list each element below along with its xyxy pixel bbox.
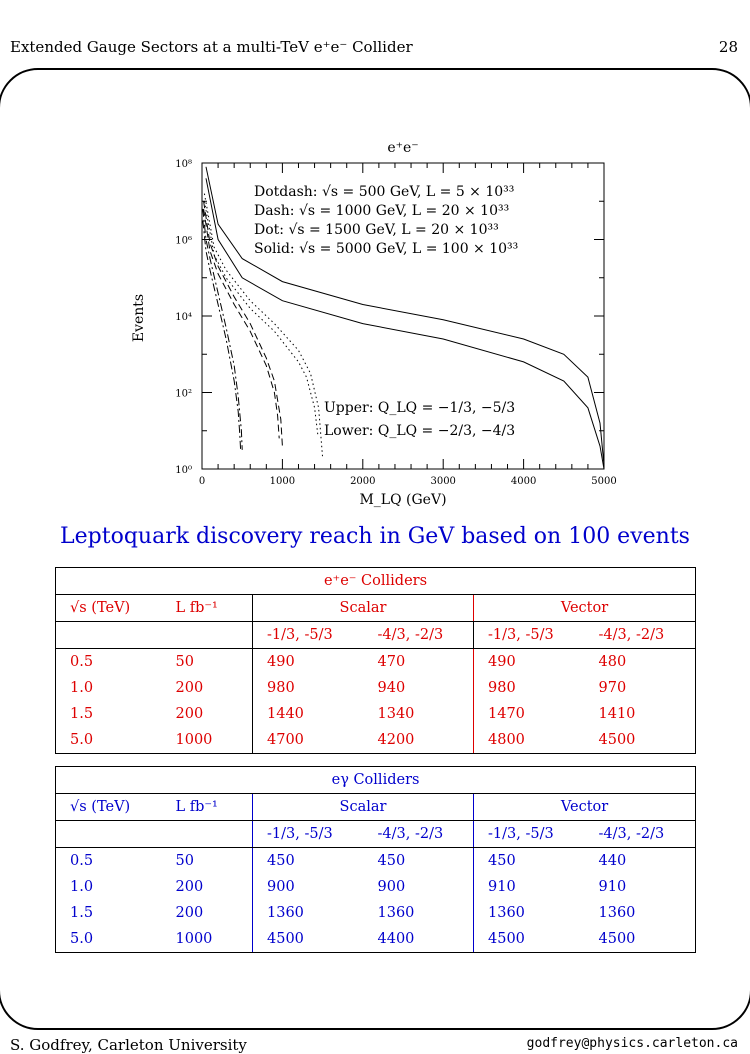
table-row: [56, 649, 696, 676]
cell: 1470: [474, 701, 585, 727]
table-row: [56, 874, 696, 900]
col-vector: Vector: [474, 595, 696, 622]
table-row: [56, 900, 696, 926]
blank-cell: [56, 622, 162, 649]
x-tick-label: 5000: [591, 476, 617, 487]
sub-header: -4/3, -2/3: [585, 821, 696, 848]
page-number: 28: [718, 38, 738, 56]
table-row: [56, 675, 696, 701]
annotation-lower: Lower: Q_LQ = −2/3, −4/3: [324, 423, 516, 439]
page-footer: [10, 1036, 738, 1054]
cell: 980: [474, 675, 585, 701]
legend-dotdash: Dotdash: √s = 500 GeV, L = 5 × 10³³: [254, 184, 515, 200]
cell: 440: [585, 848, 696, 875]
cell: 900: [253, 874, 364, 900]
col-luminosity: L fb⁻¹: [162, 794, 253, 821]
table-row: [56, 926, 696, 953]
cell: 4500: [585, 926, 696, 953]
x-tick-label: 0: [198, 476, 206, 487]
y-tick-label: 10⁰: [175, 465, 192, 476]
sub-header: -4/3, -2/3: [364, 821, 474, 848]
cell: 450: [377, 853, 406, 869]
table-row: [56, 848, 696, 875]
cell: 200: [175, 680, 204, 696]
cell: 50: [175, 654, 194, 670]
cell: 1.5: [56, 701, 162, 727]
cell: 1360: [474, 900, 585, 926]
cell: 490: [474, 649, 585, 676]
sub-header: -1/3, -5/3: [253, 622, 364, 649]
table-row: [56, 701, 696, 727]
table-heading: e⁺e⁻ Colliders: [56, 568, 696, 595]
annotation-upper: Upper: Q_LQ = −1/3, −5/3: [324, 400, 516, 416]
charge-annotation: [324, 400, 515, 439]
footer-email: godfrey@physics.carleton.ca: [526, 1036, 738, 1051]
cell: 480: [585, 649, 696, 676]
header-title: Extended Gauge Sectors at a multi-TeV e⁺e⁻ Collider: [10, 38, 413, 56]
ee-colliders-table: [55, 567, 696, 754]
cell: 910: [585, 874, 696, 900]
col-scalar: Scalar: [253, 794, 474, 821]
cell: 1000: [162, 926, 253, 953]
cell: 4500: [253, 926, 364, 953]
cell: 1340: [377, 706, 415, 722]
cell: 940: [377, 680, 406, 696]
curve-dotdash-lower: [203, 220, 241, 450]
x-tick-label: 1000: [269, 476, 296, 487]
events-chart: [0, 0, 750, 520]
cell: 50: [175, 853, 194, 869]
y-axis-label: Events: [131, 293, 147, 343]
x-tick-label: 3000: [430, 476, 456, 487]
sub-header: -1/3, -5/3: [253, 821, 364, 848]
col-sqrt-s: √s (TeV): [56, 794, 162, 821]
col-vector: Vector: [474, 794, 696, 821]
footer-author: S. Godfrey, Carleton University: [10, 1036, 247, 1054]
y-tick-label: 10²: [175, 388, 192, 400]
chart-title: e⁺e⁻: [387, 140, 419, 156]
blank-cell: [56, 821, 162, 848]
col-luminosity: L fb⁻¹: [162, 595, 253, 622]
cell: 200: [175, 879, 204, 895]
sub-header: -1/3, -5/3: [474, 821, 585, 848]
cell: 490: [253, 649, 364, 676]
table-row: [56, 727, 696, 754]
cell: 4700: [253, 727, 364, 754]
blank-cell: [162, 821, 253, 848]
cell: 0.5: [56, 848, 162, 875]
cell: 1360: [585, 900, 696, 926]
y-tick-label: 10⁸: [175, 159, 192, 170]
cell: 1440: [253, 701, 364, 727]
x-tick-label: 4000: [510, 476, 537, 487]
sub-header: -4/3, -2/3: [585, 622, 696, 649]
cell: 470: [377, 654, 406, 670]
cell: 0.5: [56, 649, 162, 676]
legend-dash: Dash: √s = 1000 GeV, L = 20 × 10³³: [254, 203, 510, 219]
cell: 1410: [585, 701, 696, 727]
cell: 1360: [377, 905, 415, 921]
y-tick-label: 10⁴: [175, 312, 192, 323]
cell: 5.0: [56, 926, 162, 953]
chart-legend: [254, 184, 518, 257]
x-tick-label: 2000: [350, 476, 376, 487]
cell: 200: [175, 706, 204, 722]
cell: 910: [474, 874, 585, 900]
table-heading: eγ Colliders: [56, 767, 696, 794]
y-tick-label: 10⁶: [175, 235, 192, 247]
col-scalar: Scalar: [253, 595, 474, 622]
cell: 5.0: [56, 727, 162, 754]
cell: 1.5: [56, 900, 162, 926]
col-sqrt-s: √s (TeV): [56, 595, 162, 622]
cell: 1.0: [56, 675, 162, 701]
cell: 1000: [162, 727, 253, 754]
cell: 4800: [474, 727, 585, 754]
sub-header: -1/3, -5/3: [474, 622, 585, 649]
cell: 900: [377, 879, 406, 895]
curve-dash-upper: [204, 201, 283, 446]
legend-dot: Dot: √s = 1500 GeV, L = 20 × 10³³: [254, 222, 499, 238]
cell: 1.0: [56, 874, 162, 900]
cell: 4200: [364, 727, 474, 754]
cell: 200: [175, 905, 204, 921]
x-axis-label: M_LQ (GeV): [359, 492, 447, 508]
cell: 980: [253, 675, 364, 701]
cell: 4500: [474, 926, 585, 953]
cell: 450: [253, 848, 364, 875]
cell: 4400: [364, 926, 474, 953]
legend-solid: Solid: √s = 5000 GeV, L = 100 × 10³³: [254, 241, 519, 257]
cell: 1360: [253, 900, 364, 926]
sub-header: -4/3, -2/3: [364, 622, 474, 649]
cell: 970: [585, 675, 696, 701]
table-title: Leptoquark discovery reach in GeV based on 100 events: [60, 524, 690, 549]
cell: 450: [474, 848, 585, 875]
cell: 4500: [585, 727, 696, 754]
blank-cell: [162, 622, 253, 649]
egamma-colliders-table: [55, 766, 696, 953]
